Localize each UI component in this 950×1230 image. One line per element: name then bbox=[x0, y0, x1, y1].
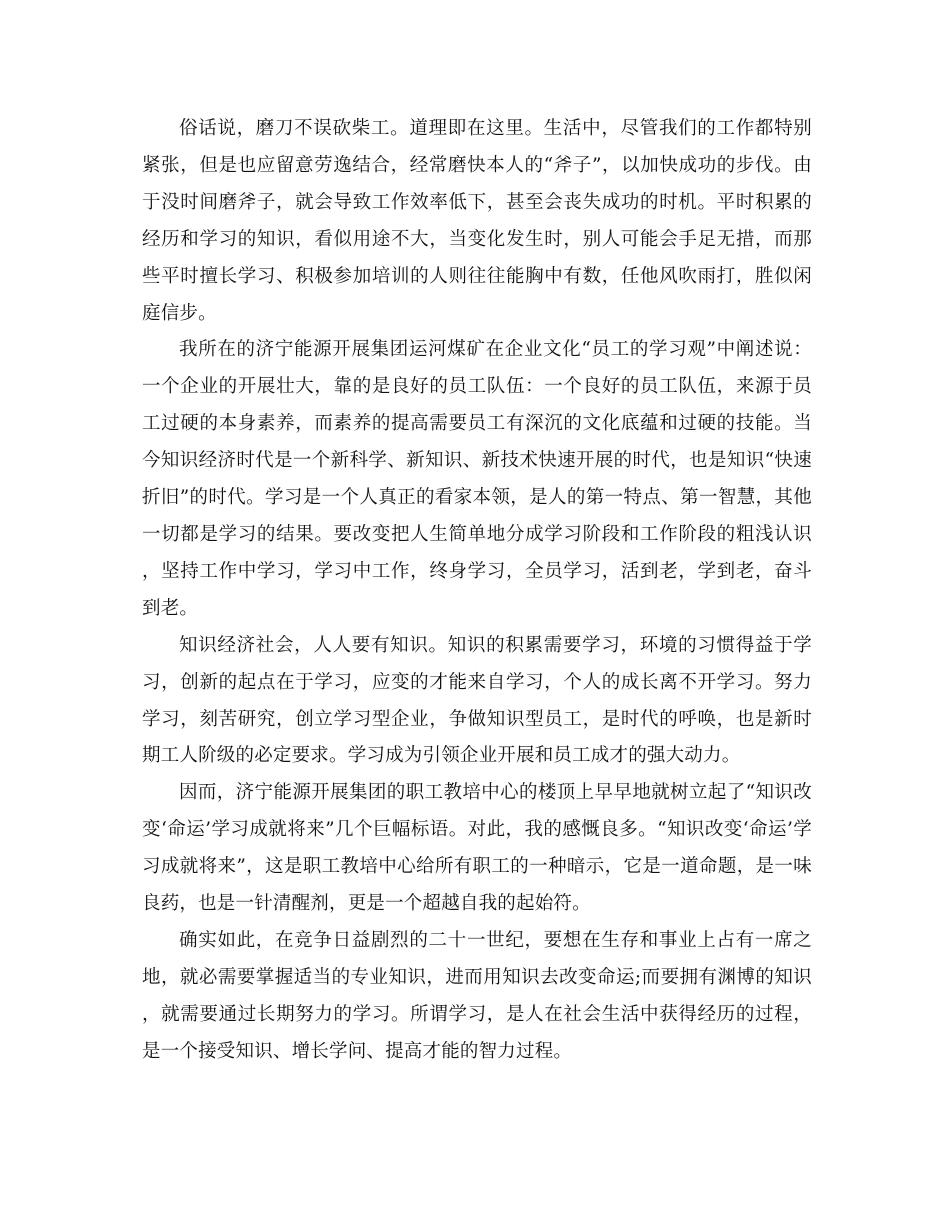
paragraph-4: 因而，济宁能源开展集团的职工教培中心的楼顶上早早地就树立起了“知识改变‘命运’学习成就将来”几个巨幅标语。对此，我的感慨良多。“知识改变‘命运’学习成就将来”，这是职工教培中心给所有职工的一种暗示，它是一道命题，是一味良药，也是一针清醒剂，更是一个超越自我的起始符。 bbox=[142, 782, 812, 915]
paragraph-1: 俗话说，磨刀不误砍柴工。道理即在这里。生活中，尽管我们的工作都特别紧张，但是也应留意劳逸结合，经常磨快本人的“斧子”，以加快成功的步伐。由于没时间磨斧子，就会导致工作效率低下，甚至会丧失成功的时机。平时积累的经历和学习的知识，看似用途不大，当变化发生时，别人可能会手足无措，而那些平时擅长学习、积极参加培训的人则往往能胸中有数，任他风吹雨打，胜似闲庭信步。 bbox=[142, 118, 812, 324]
paragraph-2: 我所在的济宁能源开展集团运河煤矿在企业文化“员工的学习观”中阐述说：一个企业的开展壮大，靠的是良好的员工队伍：一个良好的员工队伍，来源于员工过硬的本身素养，而素养的提高需要员工有深沉的文化底蕴和过硬的技能。当今知识经济时代是一个新科学、新知识、新技术快速开展的时代，也是知识“快速折旧”的时代。学习是一个人真正的看家本领，是人的第一特点、第一智慧，其他一切都是学习的结果。要改变把人生简单地分成学习阶段和工作阶段的粗浅认识，坚持工作中学习，学习中工作，终身学习，全员学习，活到老，学到老，奋斗到老。 bbox=[142, 339, 812, 619]
paragraph-5: 确实如此，在竞争日益剧烈的二十一世纪，要想在生存和事业上占有一席之地，就必需要掌握适当的专业知识，进而用知识去改变命运;而要拥有渊博的知识，就需要通过长期努力的学习。所谓学习，是人在社会生活中获得经历的过程，是一个接受知识、增长学问、提高才能的智力过程。 bbox=[142, 929, 812, 1062]
paragraph-3: 知识经济社会，人人要有知识。知识的积累需要学习，环境的习惯得益于学习，创新的起点在于学习，应变的才能来自学习，个人的成长离不开学习。努力学习，刻苦研究，创立学习型企业，争做知识型员工，是时代的呼唤，也是新时期工人阶级的必定要求。学习成为引领企业开展和员工成才的强大动力。 bbox=[142, 634, 812, 767]
document-body bbox=[142, 111, 812, 1071]
